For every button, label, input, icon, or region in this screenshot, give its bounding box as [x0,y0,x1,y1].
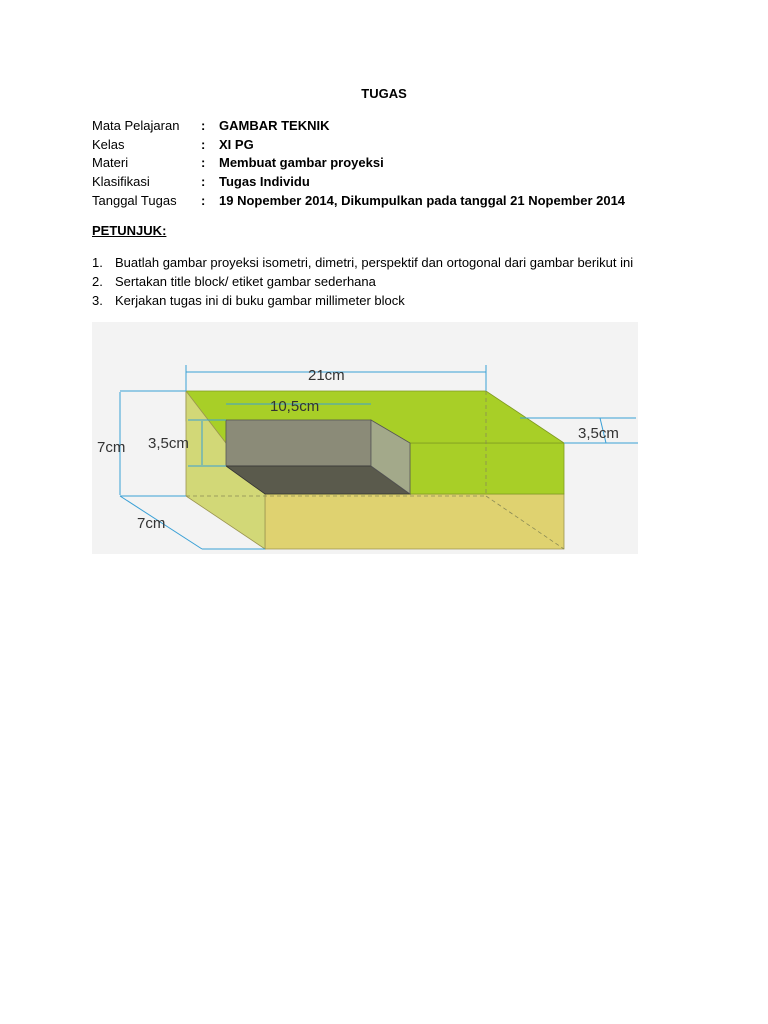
instructions-heading: PETUNJUK: [92,223,167,238]
step-text: Buatlah gambar proyeksi isometri, dimetri, perspektif dan ortogonal dari gambar berikut ini [115,255,634,270]
info-value: XI PG [219,137,254,152]
info-separator: : [201,155,206,170]
dim-label-height: 7cm [97,439,126,456]
dim-label-width: 7cm [137,515,166,532]
step-number: 1. [92,255,103,270]
dim-label-length: 21cm [308,367,345,384]
info-separator: : [201,193,206,208]
info-value: Tugas Individu [219,174,310,189]
info-label: Tanggal Tugas [92,193,177,208]
info-separator: : [201,118,206,133]
page-title: TUGAS [361,86,407,101]
step-text: Sertakan title block/ etiket gambar sederhana [115,274,376,289]
dim-label-step-width: 3,5cm [578,425,619,442]
projection-figure [92,322,638,554]
dim-label-cut-length: 10,5cm [270,398,320,415]
info-separator: : [201,174,206,189]
step-number: 3. [92,293,103,308]
info-label: Klasifikasi [92,174,150,189]
dim-label-cut-depth: 3,5cm [148,435,189,452]
info-value: 19 Nopember 2014, Dikumpulkan pada tanggal 21 Nopember 2014 [219,193,626,208]
cut-back-wall [226,420,371,466]
info-label: Materi [92,155,129,170]
info-label: Mata Pelajaran [92,118,180,133]
front-face [265,494,564,549]
step-text: Kerjakan tugas ini di buku gambar millimeter block [115,293,405,308]
step-number: 2. [92,274,103,289]
info-separator: : [201,137,206,152]
info-value: Membuat gambar proyeksi [219,155,384,170]
info-label: Kelas [92,137,125,152]
info-value: GAMBAR TEKNIK [219,118,330,133]
